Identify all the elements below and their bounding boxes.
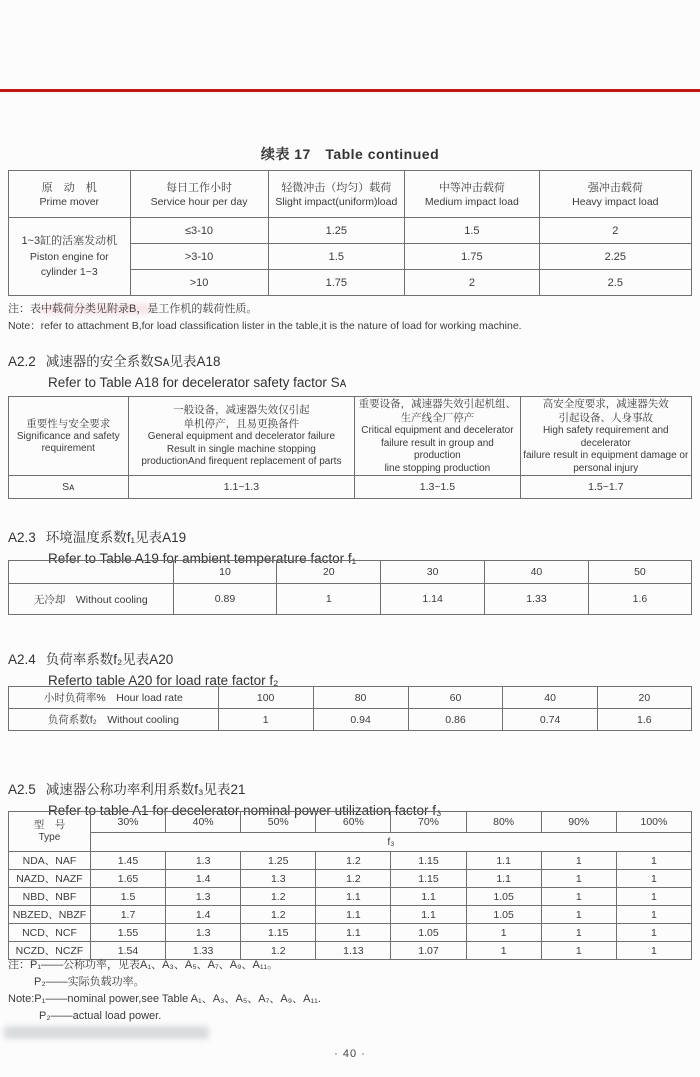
cell-type: NDA、NAF: [9, 852, 91, 870]
cell-sa-value: 1.5~1.7: [520, 476, 691, 499]
header-percent: 80%: [466, 812, 541, 833]
top-red-rule: [0, 89, 700, 92]
header-cn: 原 动 机: [41, 181, 97, 194]
header-cn-1: 重要设备，减速器失效引起机组、: [358, 398, 517, 410]
cell-f3-value: 1.33: [166, 942, 241, 960]
cell-row-label: 负荷系数f₂ Without cooling: [9, 709, 219, 731]
scan-artifact-gray: [4, 1026, 209, 1039]
cell-f3-value: 1.1: [466, 870, 541, 888]
cell-f1-value: 1.33: [485, 584, 589, 615]
cell-f3-value: 1.45: [90, 852, 165, 870]
cell-row-label: 小时负荷率% Hour load rate: [9, 687, 219, 709]
heading-en: Referto table A20 for load rate factor f₂: [48, 673, 279, 688]
cell-f3-value: 1: [616, 942, 691, 960]
header-f3: f₃: [90, 833, 691, 852]
cell-type: NBZED、NBZF: [9, 906, 91, 924]
cell-f3-value: 1: [466, 924, 541, 942]
heading-en: Refer to Table A19 for ambient temperature factor f₁: [48, 551, 357, 566]
cell-type: NAZD、NAZF: [9, 870, 91, 888]
cell-medium: 2: [405, 270, 540, 296]
header-percent: 100%: [616, 812, 691, 833]
table-header-row: [9, 171, 692, 218]
cell-type: NBD、NBF: [9, 888, 91, 906]
header-medium-impact: [405, 171, 540, 218]
cell-f1-value: 1.14: [381, 584, 485, 615]
table-header-row: [9, 561, 692, 584]
header-en-1: High safety requirement and decelerator: [542, 425, 669, 449]
cell-f3-value: 1.1: [391, 888, 466, 906]
header-cn-2: 生产线全厂停产: [400, 412, 475, 424]
heading-cn-text: 减速器公称功率利用系数f₃见表21: [45, 782, 246, 797]
section-number: A2.5: [8, 782, 36, 797]
footnotes: [8, 957, 692, 1025]
header-cn-1: 一般设备，减速器失效仅引起: [173, 404, 310, 417]
cell-f3-value: 1.15: [391, 870, 466, 888]
cell-f3-value: 1.1: [391, 906, 466, 924]
cell-f3-value: 1.2: [241, 888, 316, 906]
cell-f3-value: 1.3: [166, 924, 241, 942]
header-temp: 40: [485, 561, 589, 584]
cell-sa-value: 1.3~1.5: [355, 476, 520, 499]
table-a20: [8, 686, 692, 731]
group-en-1: Piston engine for: [29, 251, 109, 263]
cell-f3-value: 1.2: [241, 942, 316, 960]
cell-hours: ≤3-10: [130, 218, 268, 244]
header-en: Heavy impact load: [572, 195, 659, 208]
table-row: [9, 218, 692, 244]
header-en-3: productionAnd firequent replacement of parts: [141, 456, 342, 468]
section-a22-heading: [8, 350, 692, 390]
table-a18: [8, 396, 692, 499]
header-critical-equipment: [355, 397, 520, 476]
header-en-1: General equipment and decelerator failure: [147, 431, 336, 443]
cell-sa-label: Sᴀ: [9, 476, 129, 499]
header-cn: 重要性与安全要求: [26, 417, 111, 430]
cell-slight: 1.25: [268, 218, 405, 244]
header-percent: 90%: [541, 812, 616, 833]
heading-cn: [8, 648, 692, 668]
cell-f3-value: 1: [616, 924, 691, 942]
table-17-continued: [8, 170, 692, 296]
cell-f1-value: 1.6: [588, 584, 691, 615]
cell-f3-value: 1.1: [316, 924, 391, 942]
header-en-2: requirement: [41, 443, 95, 454]
cell-f3-value: 1.1: [466, 852, 541, 870]
cell-f3-value: 1.25: [241, 852, 316, 870]
note-cn: 注：表中载荷分类见附录B，是工作机的载荷性质。: [8, 303, 258, 315]
section-number: A2.4: [8, 652, 36, 667]
header-cn: 轻微冲击（均匀）载荷: [281, 181, 392, 194]
group-cn: 1~3缸的活塞发动机: [21, 235, 118, 247]
table17-notes: [8, 301, 692, 335]
cell-f3-value: 1.15: [391, 852, 466, 870]
table-header-row: [9, 397, 692, 476]
cell-hours: >3-10: [130, 244, 268, 270]
heading-cn: [8, 350, 692, 370]
header-en: Medium impact load: [424, 195, 519, 208]
page-title: 续表 17 Table continued: [260, 146, 440, 162]
cell-f3-value: 1.3: [166, 852, 241, 870]
table-row: [9, 584, 692, 615]
cell-f3-value: 1.7: [90, 906, 165, 924]
heading-cn-text: 环境温度系数f₁见表A19: [45, 530, 187, 545]
table-row: [9, 888, 692, 906]
cell-f3-value: 1: [466, 942, 541, 960]
cell-f3-value: 1.2: [241, 906, 316, 924]
cell-load-rate: 100: [218, 687, 313, 709]
header-general-equipment: [128, 397, 355, 476]
table-a19: [8, 560, 692, 615]
table-header-row: [9, 812, 692, 833]
cell-medium: 1.75: [405, 244, 540, 270]
cell-load-rate: 60: [408, 687, 503, 709]
heading-en: Refer to Table A18 for decelerator safety factor Sᴀ: [48, 375, 347, 390]
footnote-cn-2: P₂——实际负载功率。: [34, 976, 145, 988]
cell-f3-value: 1: [616, 852, 691, 870]
header-en: Prime mover: [39, 195, 100, 208]
cell-f3-value: 1: [616, 906, 691, 924]
header-temp: 10: [173, 561, 277, 584]
cell-f3-value: 1.65: [90, 870, 165, 888]
header-empty: [9, 561, 174, 584]
cell-f3-value: 1.2: [316, 870, 391, 888]
cell-f3-value: 1: [541, 924, 616, 942]
header-cn-2: 引起设备、人身事故: [558, 412, 654, 424]
note-en: Note：refer to attachment B,for load classification lister in the table,it is the nature of load for working machine.: [8, 320, 522, 332]
table-header-row: [9, 833, 692, 852]
section-number: A2.3: [8, 530, 36, 545]
heading-cn-text: 减速器的安全系数Sᴀ见表A18: [45, 354, 221, 369]
cell-f2-value: 0.86: [408, 709, 503, 731]
header-percent: 40%: [166, 812, 241, 833]
header-service-hours: [130, 171, 268, 218]
cell-f3-value: 1: [541, 852, 616, 870]
footnote-en-2: P₂——actual load power.: [39, 1010, 162, 1022]
cell-f3-value: 1: [616, 888, 691, 906]
header-temp: 50: [588, 561, 691, 584]
cell-load-rate: 40: [503, 687, 597, 709]
heading-en: Refer to table A1 for decelerator nominal power utilization factor f₃: [48, 803, 442, 818]
footnote-cn-1: 注：P₁——公称功率，见表A₁、A₃、A₅、A₇、A₉、A₁₁。: [8, 959, 279, 971]
cell-f3-value: 1.07: [391, 942, 466, 960]
cell-f3-value: 1.15: [241, 924, 316, 942]
cell-heavy: 2.25: [539, 244, 691, 270]
cell-f3-value: 1.1: [316, 888, 391, 906]
cell-load-rate: 20: [597, 687, 691, 709]
group-en-2: cylinder 1~3: [40, 266, 98, 278]
heading-cn-text: 负荷率系数f₂见表A20: [45, 652, 174, 667]
header-en-1: Significance and safety: [16, 430, 120, 442]
cell-f3-value: 1: [616, 870, 691, 888]
cell-f1-value: 0.89: [173, 584, 277, 615]
cell-f3-value: 1.13: [316, 942, 391, 960]
header-en-1: Critical equipment and decelerator: [361, 425, 514, 436]
header-percent: 30%: [90, 812, 165, 833]
cell-f2-value: 0.74: [503, 709, 597, 731]
cell-f3-value: 1.05: [466, 888, 541, 906]
header-prime-mover: [9, 171, 131, 218]
cell-f1-value: 1: [277, 584, 381, 615]
header-slight-impact: [268, 171, 405, 218]
cell-f3-value: 1: [541, 888, 616, 906]
cell-f3-value: 1.05: [391, 924, 466, 942]
header-percent: 60%: [316, 812, 391, 833]
header-en-2: failure result in group and production: [380, 437, 494, 461]
cell-f3-value: 1.3: [166, 888, 241, 906]
table-row: [9, 924, 692, 942]
cell-f3-value: 1.4: [166, 906, 241, 924]
heading-cn: [8, 526, 692, 546]
cell-heavy: 2: [539, 218, 691, 244]
cell-slight: 1.5: [268, 244, 405, 270]
header-cn: 每日工作小时: [166, 181, 233, 194]
cell-hours: >10: [130, 270, 268, 296]
header-cn-1: 高安全度要求，减速器失效: [542, 398, 669, 410]
cell-f3-value: 1.05: [466, 906, 541, 924]
header-temp: 30: [381, 561, 485, 584]
cell-f3-value: 1.4: [166, 870, 241, 888]
cell-f3-value: 1: [541, 870, 616, 888]
header-percent: 50%: [241, 812, 316, 833]
cell-slight: 1.75: [268, 270, 405, 296]
cell-f3-value: 1: [541, 942, 616, 960]
header-cn: 强冲击载荷: [587, 181, 643, 194]
table-row: [9, 906, 692, 924]
header-en-2: Result in single machine stopping: [166, 443, 316, 455]
cell-heavy: 2.5: [539, 270, 691, 296]
cell-f2-value: 1.6: [597, 709, 691, 731]
prime-mover-group-cell: [9, 218, 131, 296]
cell-f3-value: 1.55: [90, 924, 165, 942]
cell-type: NCD、NCF: [9, 924, 91, 942]
header-cn-2: 单机停产，且易更换备件: [183, 418, 300, 431]
table-row: [9, 870, 692, 888]
header-en: Service hour per day: [150, 195, 248, 208]
cell-sa-value: 1.1~1.3: [128, 476, 355, 499]
header-en: Slight impact(uniform)load: [275, 195, 398, 208]
header-significance: [9, 397, 129, 476]
header-heavy-impact: [539, 171, 691, 218]
header-type-cn: 型 号: [33, 819, 66, 832]
cell-f3-value: 1.54: [90, 942, 165, 960]
table-row: [9, 476, 692, 499]
cell-medium: 1.5: [405, 218, 540, 244]
table-row: [9, 852, 692, 870]
header-cn: 中等冲击载荷: [438, 181, 505, 194]
header-en-3: line stopping production: [384, 462, 491, 474]
table-row: [9, 709, 692, 731]
footnote-en-1: Note:P₁——nominal power,see Table A₁、A₃、A₅、A₇、A₉、A₁₁.: [8, 993, 321, 1005]
table-a21: [8, 811, 692, 960]
section-a24-heading: [8, 648, 692, 688]
cell-f3-value: 1.2: [316, 852, 391, 870]
cell-f2-value: 1: [218, 709, 313, 731]
header-high-safety: [520, 397, 691, 476]
header-en-3: personal injury: [573, 462, 639, 474]
header-percent: 70%: [391, 812, 466, 833]
cell-load-rate: 80: [313, 687, 408, 709]
header-type: [9, 812, 91, 852]
header-type-en: Type: [38, 832, 61, 844]
table-row: [9, 687, 692, 709]
cell-f3-value: 1.1: [316, 906, 391, 924]
cell-f2-value: 0.94: [313, 709, 408, 731]
cell-f3-value: 1.3: [241, 870, 316, 888]
cell-f3-value: 1.5: [90, 888, 165, 906]
page-number: · 40 ·: [334, 1048, 366, 1060]
heading-cn: [8, 778, 692, 798]
section-number: A2.2: [8, 354, 36, 369]
cell-type: NCZD、NCZF: [9, 942, 91, 960]
header-en-2: failure result in equipment damage or: [523, 450, 689, 461]
cell-row-label: 无冷却 Without cooling: [9, 584, 174, 615]
header-temp: 20: [277, 561, 381, 584]
cell-f3-value: 1: [541, 906, 616, 924]
